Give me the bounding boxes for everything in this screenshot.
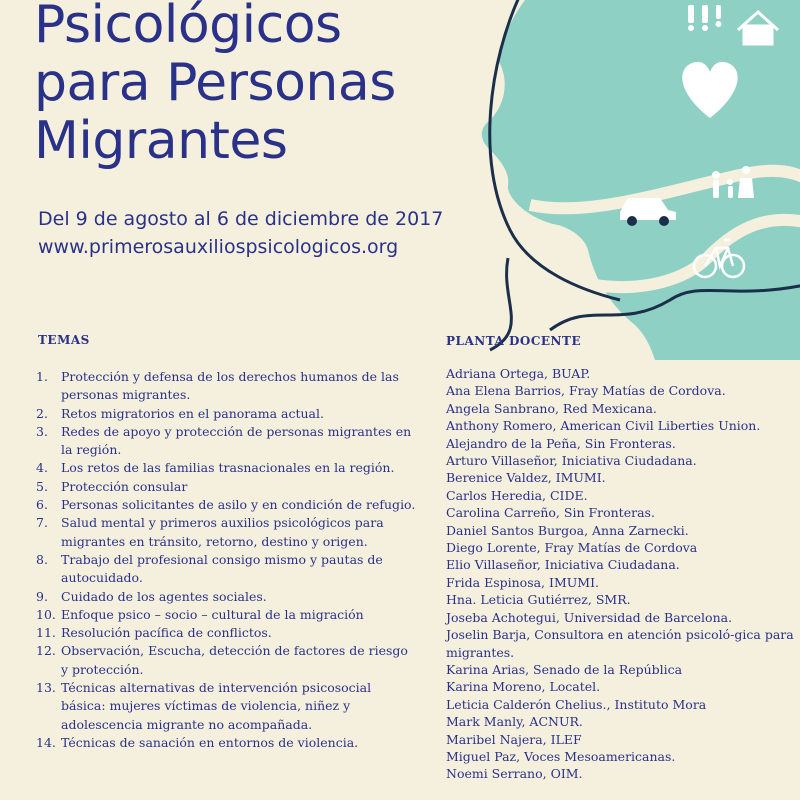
list-item: Hna. Leticia Gutiérrez, SMR. — [446, 592, 631, 608]
list-item: 1. Protección y defensa de los derechos humanos de las personas migrantes. — [36, 369, 399, 403]
title-line-2: para Personas — [34, 53, 396, 113]
list-item: Daniel Santos Burgoa, Anna Zarnecki. — [446, 522, 689, 538]
list-item: Alejandro de la Peña, Sin Fronteras. — [446, 435, 676, 451]
temas-heading: TEMAS — [38, 333, 90, 347]
temas-list — [36, 368, 416, 752]
list-item: Miguel Paz, Voces Mesoamericanas. — [446, 748, 676, 764]
list-item: Elio Villaseñor, Iniciativa Ciudadana. — [446, 557, 680, 573]
list-item: Anthony Romero, American Civil Liberties Union. — [446, 418, 761, 434]
list-item: 8. Trabajo del profesional consigo mismo y pautas de autocuidado. — [36, 551, 383, 586]
planta-docente-heading: PLANTA DOCENTE — [446, 334, 582, 348]
list-item: Diego Lorente, Fray Matías de Cordova — [446, 540, 698, 556]
list-item: 2. Retos migratorios en el panorama actual. — [36, 405, 324, 421]
list-item: 13. Técnicas alternativas de intervención psicosocial básica: mujeres víctimas de violencia, niñez y adolescencia migrante no acompañada. — [36, 680, 372, 732]
list-item: Karina Arias, Senado de la República — [446, 661, 683, 677]
list-item: Noemi Serrano, OIM. — [446, 766, 583, 782]
poster-title — [34, 0, 396, 170]
list-item: Maribel Najera, ILEF — [446, 731, 582, 747]
list-item: 11. Resolución pacífica de conflictos. — [36, 625, 272, 641]
list-item: 6. Personas solicitantes de asilo y en condición de refugio. — [36, 497, 416, 513]
list-item: 7. Salud mental y primeros auxilios psicológicos para migrantes en tránsito, retorno, destino y origen. — [36, 515, 384, 549]
head-silhouette — [482, 0, 800, 360]
list-item: Joselin Barja, Consultora en atención psicoló-gica para migrantes. — [446, 627, 794, 660]
list-item: Arturo Villaseñor, Iniciativa Ciudadana. — [446, 453, 697, 469]
list-item: Carlos Heredia, CIDE. — [446, 487, 588, 503]
list-item: Berenice Valdez, IMUMI. — [446, 470, 606, 486]
list-item: Joseba Achotegui, Universidad de Barcelona. — [446, 609, 733, 625]
list-item: Leticia Calderón Chelius., Instituto Mora — [446, 696, 707, 712]
event-dates: Del 9 de agosto al 6 de diciembre de 2017 — [38, 208, 444, 230]
list-item: Frida Espinosa, IMUMI. — [446, 574, 599, 590]
list-item: 5. Protección consular — [36, 478, 188, 494]
website-link[interactable]: www.primerosauxiliospsicologicos.org — [38, 236, 399, 258]
list-item: Mark Manly, ACNUR. — [446, 714, 583, 730]
list-item: 3. Redes de apoyo y protección de personas migrantes en la región. — [36, 423, 412, 458]
list-item: 10. Enfoque psico – socio – cultural de la migración — [36, 606, 364, 622]
title-line-3: Migrantes — [34, 111, 288, 171]
list-item: 12. Observación, Escucha, detección de factores de riesgo y protección. — [36, 643, 408, 677]
title-line-1: Psicológicos — [34, 0, 342, 55]
head-illustration — [470, 0, 800, 360]
list-item: Angela Sanbrano, Red Mexicana. — [446, 400, 657, 416]
planta-docente-list — [446, 365, 796, 783]
list-item: 4. Los retos de las familias trasnacionales en la región. — [36, 460, 395, 476]
list-item: Carolina Carreño, Sin Fronteras. — [446, 505, 655, 521]
list-item: Karina Moreno, Locatel. — [446, 679, 601, 695]
list-item: Ana Elena Barrios, Fray Matías de Cordova. — [446, 383, 726, 399]
list-item: 9. Cuidado de los agentes sociales. — [36, 588, 267, 604]
event-info — [38, 205, 443, 261]
list-item: Adriana Ortega, BUAP. — [446, 366, 591, 381]
list-item: 14. Técnicas de sanación en entornos de violencia. — [36, 734, 359, 750]
